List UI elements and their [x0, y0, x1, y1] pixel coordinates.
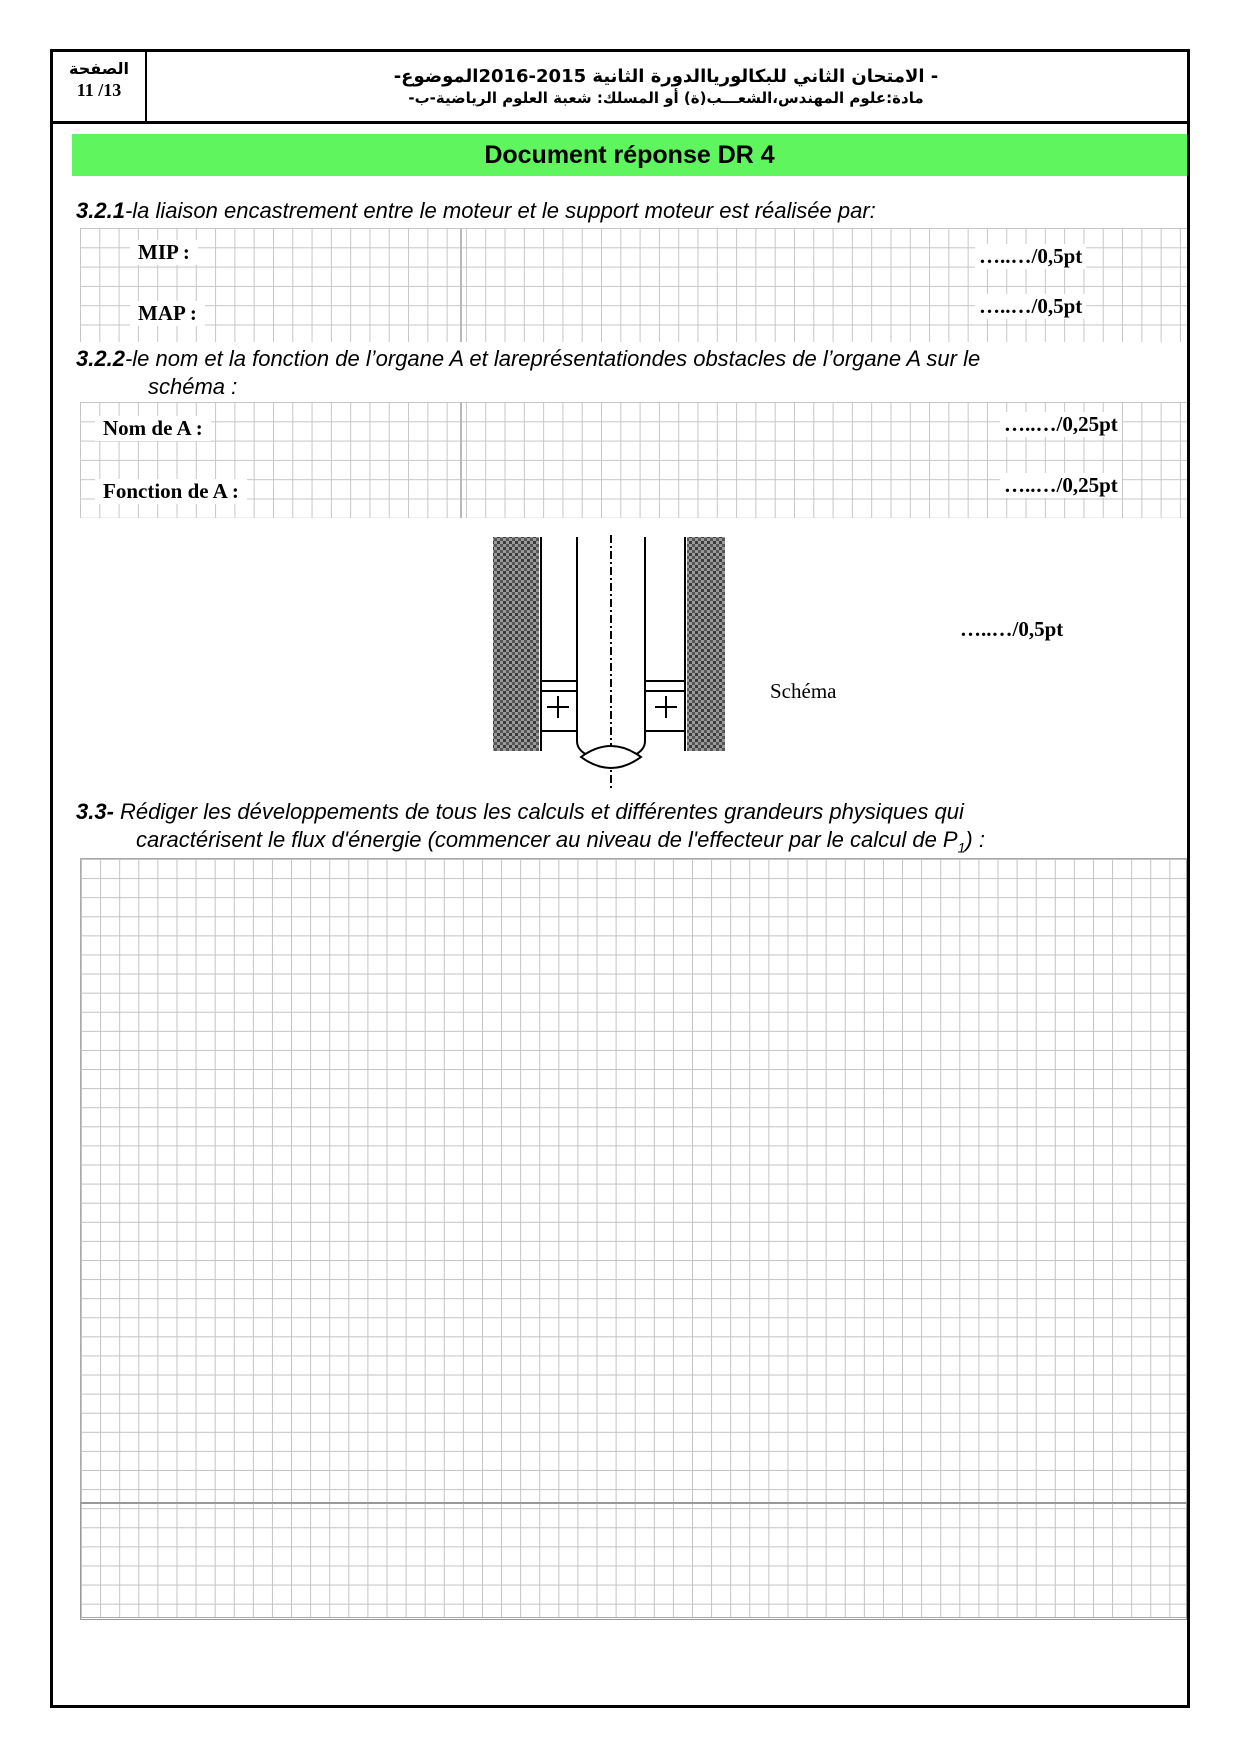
question-number: 3.3- [76, 799, 114, 824]
question-3-3 [76, 798, 964, 826]
answer-grid-3-3-bottom-border [80, 1502, 1187, 1620]
page-label: الصفحة [68, 59, 129, 78]
nom-points: …..…/0,25pt [1000, 412, 1122, 437]
exam-title [145, 52, 1187, 121]
question-3-2-2-cont: schéma : [148, 374, 238, 399]
organ-a-schema [485, 535, 735, 791]
schema-points: …..…/0,5pt [960, 617, 1064, 641]
question-text: Rédiger les développements de tous les calculs et différentes grandeurs physiques qui [113, 799, 964, 824]
mip-label: MIP : [130, 240, 198, 265]
document-banner: Document réponse DR 4 [72, 134, 1187, 176]
fonction-label: Fonction de A : [95, 479, 247, 504]
question-text: -le nom et la fonction de l’organe A et lareprésentationdes obstacles de l’organe A sur le [124, 346, 981, 371]
question-3-2-1 [76, 197, 876, 225]
question-3-2-2 [76, 345, 980, 373]
housing-right [687, 537, 725, 751]
answer-grid-3-2-2[interactable] [80, 402, 1187, 518]
page-indicator [53, 52, 147, 121]
schema-label: Schéma [770, 679, 837, 703]
question-text: -la liaison encastrement entre le moteur et le support moteur est réalisée par: [124, 198, 876, 223]
exam-title-line1: - الامتحان الثاني للبكالورياالدورة الثانية 2015-2016الموضوع- [393, 66, 939, 87]
page-number: 11 /13 [76, 80, 122, 100]
answer-grid-3-2-1[interactable] [80, 228, 1187, 342]
map-points: …..…/0,5pt [975, 294, 1086, 319]
mip-points: …..…/0,5pt [975, 244, 1086, 269]
fonction-points: …..…/0,25pt [1000, 473, 1122, 498]
lens-shape [581, 746, 641, 768]
housing-left [493, 537, 539, 751]
question-number: 3.2.2 [76, 346, 125, 371]
question-3-3-cont: caractérisent le flux d'énergie (commencer au niveau de l'effecteur par le calcul de $P_1$) : [136, 827, 985, 856]
exam-header [50, 49, 1190, 124]
nom-label: Nom de A : [95, 416, 211, 441]
exam-title-line2: مادة:علوم المهندس،الشعـــب(ة) أو المسلك: شعبة العلوم الرياضية-ب- [408, 89, 924, 107]
question-number: 3.2.1 [76, 198, 125, 223]
map-label: MAP : [130, 301, 205, 326]
